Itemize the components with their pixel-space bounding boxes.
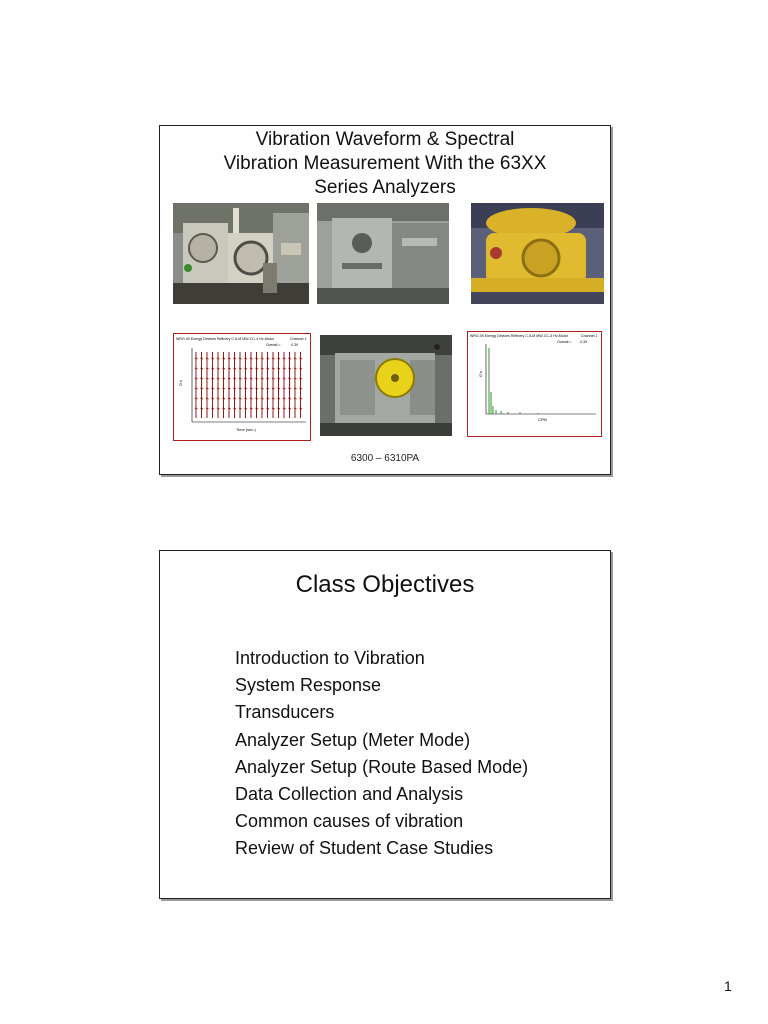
slide-1-title-line-3: Series Analyzers [314, 177, 456, 198]
slide-1-title-line-1: Vibration Waveform & Spectral [255, 129, 515, 150]
machinery-photo-pump [173, 203, 309, 304]
spectrum-channel: Channel 1 [581, 334, 598, 338]
spectrum-header: WRG.09 Energy Devices Refinery C-5-M MW-CC-4 Hv-Motor [470, 334, 568, 338]
spectrum-x-label: CPM [538, 417, 547, 422]
page-number: 1 [724, 978, 732, 994]
objective-item: System Response [235, 675, 382, 696]
waveform-header: WRG.09 Energy Devices Refinery C-5-M MW-CC-4 Hv-Motor [176, 337, 274, 341]
waveform-channel: Channel 1 [290, 337, 307, 341]
slide-2 [159, 550, 611, 899]
spectrum-overall-value: 0.39 [580, 340, 587, 344]
slide-2-title: Class Objectives [295, 571, 475, 598]
objective-item: Review of Student Case Studies [235, 838, 494, 859]
waveform-y-label: G's [178, 380, 183, 386]
machinery-photo-housing [317, 203, 449, 304]
objective-item: Data Collection and Analysis [235, 784, 464, 805]
objective-item: Analyzer Setup (Meter Mode) [235, 729, 471, 750]
objective-item: Introduction to Vibration [235, 648, 425, 668]
waveform-chart [173, 333, 311, 441]
slide-1-title [160, 128, 610, 200]
waveform-chart-svg [174, 334, 310, 440]
waveform-overall-value: 0.39 [291, 343, 298, 347]
slide-1 [159, 125, 611, 475]
spectrum-trace [489, 348, 538, 414]
waveform-x-label: Time (sec.) [236, 427, 256, 432]
waveform-trace [195, 352, 302, 418]
objective-item: Transducers [235, 702, 335, 723]
spectrum-overall-label: Overall = [557, 340, 572, 344]
waveform-overall-label: Overall = [266, 343, 281, 347]
machinery-photo-compressor [471, 203, 604, 304]
objective-item: Common causes of vibration [235, 811, 464, 832]
spectrum-chart-svg [468, 332, 601, 436]
spectrum-chart [467, 331, 602, 437]
objective-item: Analyzer Setup (Route Based Mode) [235, 756, 529, 777]
machinery-photo-gearbox [320, 335, 452, 436]
slide-1-title-line-2: Vibration Measurement With the 63XX [223, 153, 547, 174]
objectives-list [235, 645, 528, 863]
spectrum-y-label: G's [478, 371, 483, 377]
slide-1-footer: 6300 – 6310PA [350, 453, 420, 464]
